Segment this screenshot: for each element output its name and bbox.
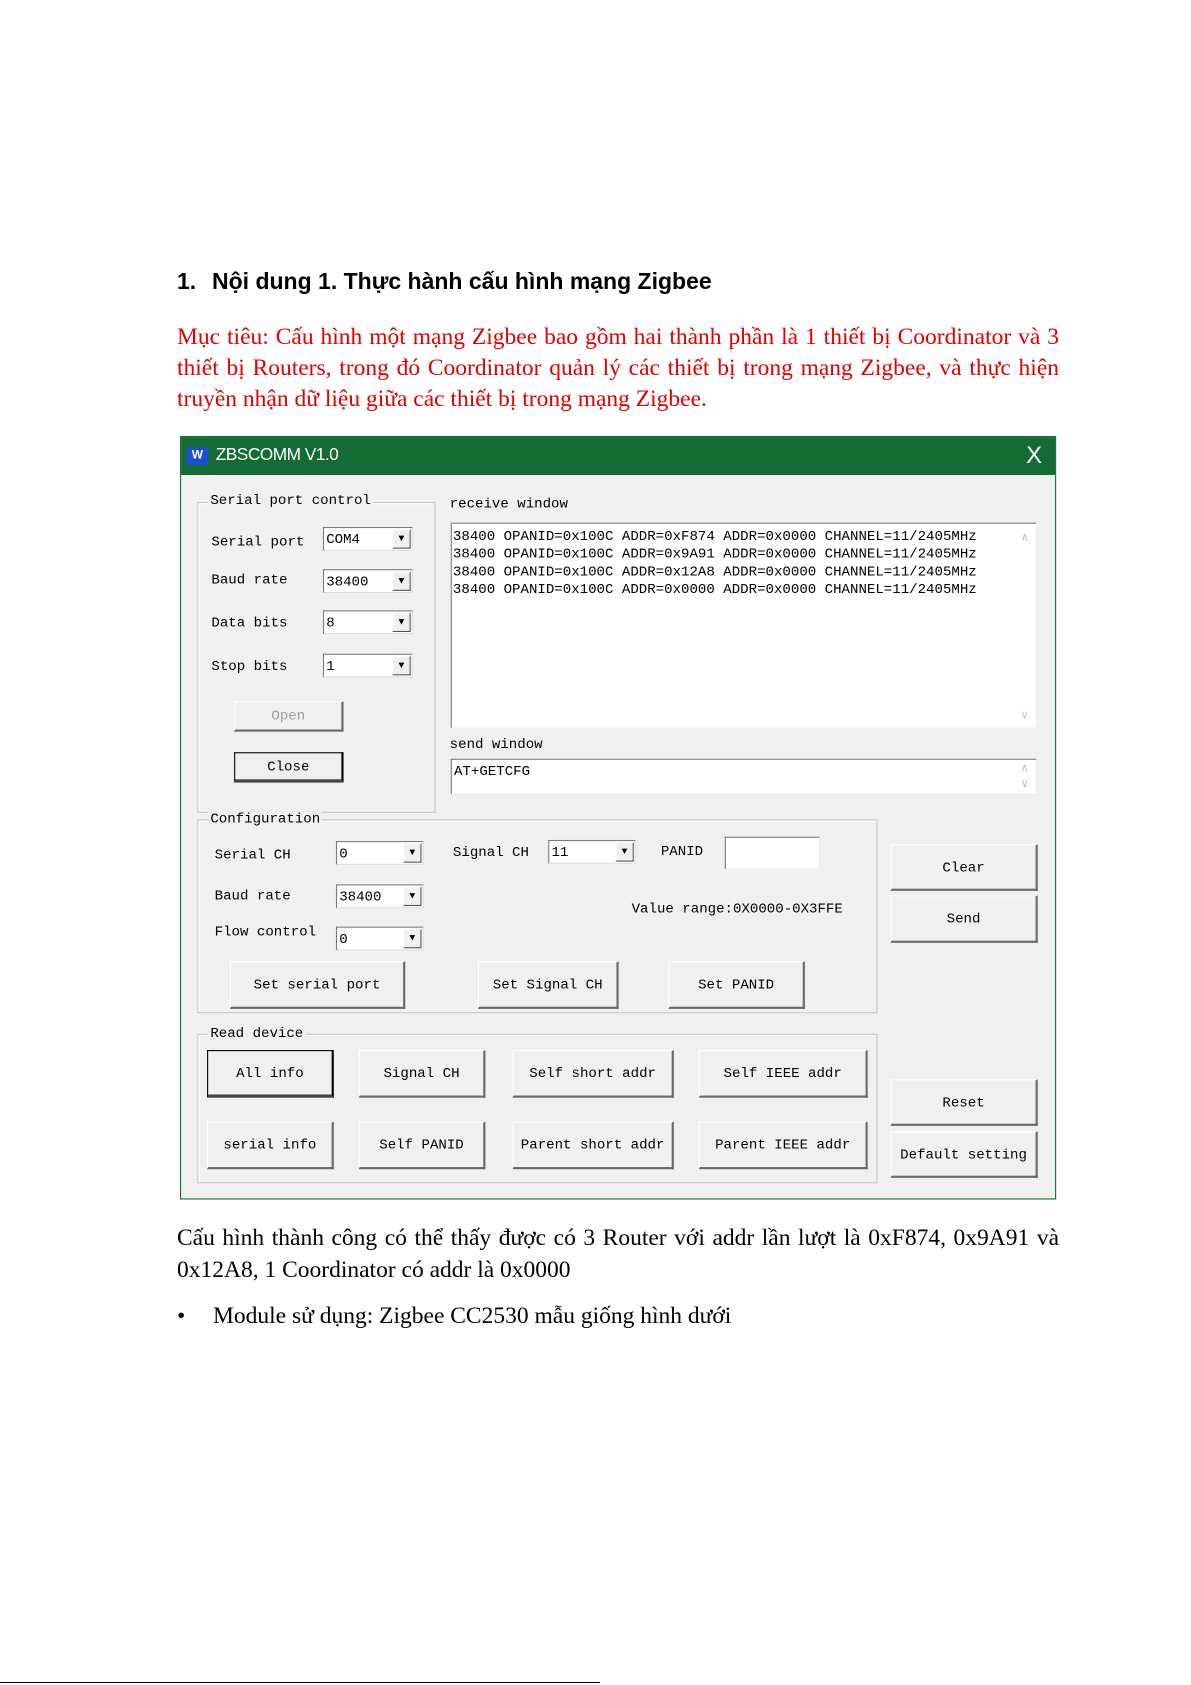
baud-rate-value: 38400 xyxy=(326,573,369,590)
footer-divider xyxy=(0,1682,600,1683)
baud-rate-select[interactable] xyxy=(323,569,413,593)
chevron-down-icon[interactable]: ▼ xyxy=(392,529,410,548)
serial-info-button[interactable]: serial info xyxy=(207,1122,334,1170)
chevron-down-icon[interactable]: ▼ xyxy=(392,571,410,590)
serial-port-select[interactable] xyxy=(323,527,413,551)
chevron-down-icon[interactable]: ▼ xyxy=(615,842,633,861)
receive-line: 38400 OPANID=0x100C ADDR=0x0000 ADDR=0x0000 CHANNEL=11/2405MHz xyxy=(452,581,977,598)
receive-window-textarea[interactable] xyxy=(451,523,1037,729)
reset-button[interactable]: Reset xyxy=(890,1079,1037,1126)
data-bits-label: Data bits xyxy=(211,614,288,631)
chevron-down-icon[interactable]: ▼ xyxy=(403,929,421,948)
self-panid-button[interactable]: Self PANID xyxy=(359,1122,486,1170)
send-window-input[interactable] xyxy=(451,759,1037,795)
receive-lines xyxy=(453,528,977,599)
data-bits-select[interactable] xyxy=(323,610,413,634)
heading-number: 1. xyxy=(177,268,197,294)
chevron-down-icon[interactable]: ▼ xyxy=(403,843,421,862)
serial-port-control-legend: Serial port control xyxy=(208,493,373,508)
serial-port-label: Serial port xyxy=(211,533,305,550)
bullet-text: Module sử dụng: Zigbee CC2530 mẫu giống hình dưới xyxy=(213,1303,732,1329)
title-bar xyxy=(181,437,1055,475)
scroll-down-icon[interactable]: ∨ xyxy=(1021,778,1029,792)
heading-text: Nội dung 1. Thực hành cấu hình mạng Zigbee xyxy=(212,268,712,294)
flow-control-label: Flow control xyxy=(214,923,317,940)
stop-bits-label: Stop bits xyxy=(211,658,288,675)
set-serial-port-button[interactable]: Set serial port xyxy=(230,961,405,1009)
config-baud-rate-select[interactable] xyxy=(336,884,424,908)
baud-rate-label: Baud rate xyxy=(211,571,288,588)
set-panid-button[interactable]: Set PANID xyxy=(668,961,804,1009)
clear-button[interactable]: Clear xyxy=(890,844,1037,891)
chevron-down-icon[interactable]: ▼ xyxy=(392,656,410,675)
read-device-legend: Read device xyxy=(208,1026,305,1041)
config-baud-rate-value: 38400 xyxy=(339,888,382,905)
scroll-up-icon[interactable]: ∧ xyxy=(1021,763,1029,777)
serial-ch-value: 0 xyxy=(339,845,348,862)
open-button[interactable]: Open xyxy=(234,701,343,731)
signal-ch-button[interactable]: Signal CH xyxy=(359,1050,486,1098)
all-info-button[interactable]: All info xyxy=(207,1050,334,1098)
close-port-button[interactable]: Close xyxy=(234,752,343,782)
send-button[interactable]: Send xyxy=(890,895,1037,943)
serial-ch-select[interactable] xyxy=(336,841,424,865)
chevron-down-icon[interactable]: ▼ xyxy=(392,613,410,632)
panid-input[interactable] xyxy=(725,837,820,869)
parent-short-addr-button[interactable]: Parent short addr xyxy=(512,1122,673,1170)
parent-ieee-addr-button[interactable]: Parent IEEE addr xyxy=(699,1122,868,1170)
zbscomm-window-screenshot xyxy=(180,436,1056,1200)
default-setting-button[interactable]: Default setting xyxy=(890,1131,1037,1178)
flow-control-select[interactable] xyxy=(336,927,424,951)
signal-ch-label: Signal CH xyxy=(452,844,529,861)
self-ieee-addr-button[interactable]: Self IEEE addr xyxy=(699,1050,868,1098)
receive-line: 38400 OPANID=0x100C ADDR=0x12A8 ADDR=0x0000 CHANNEL=11/2405MHz xyxy=(452,563,977,580)
result-caption: Cấu hình thành công có thể thấy được có 3 Router với addr lần lượt là 0xF874, 0x9A91 và 0x12A8, 1 Coordinator có addr là 0x0000 xyxy=(177,1225,1059,1283)
set-signal-ch-button[interactable]: Set Signal CH xyxy=(478,961,619,1009)
receive-line: 38400 OPANID=0x100C ADDR=0xF874 ADDR=0x0000 CHANNEL=11/2405MHz xyxy=(452,528,977,545)
serial-ch-label: Serial CH xyxy=(214,846,291,863)
window-title: ZBSCOMM V1.0 xyxy=(215,445,339,465)
objective-paragraph: Mục tiêu: Cấu hình một mạng Zigbee bao gồm hai thành phần là 1 thiết bị Coordinator và 3 thiết bị Routers, trong đó Coordinator quản lý các thiết bị trong mạng Zigbee, và thực hiện truyền nhận dữ liệu giữa các thiết bị trong mạng Zigbee. xyxy=(177,324,1059,412)
config-baud-rate-label: Baud rate xyxy=(214,887,291,904)
signal-ch-select[interactable] xyxy=(548,840,636,864)
app-logo-icon: W xyxy=(186,447,208,465)
value-range-text: Value range:0X0000-0X3FFE xyxy=(631,900,843,917)
send-window-label: send window xyxy=(449,735,543,753)
receive-window-label: receive window xyxy=(449,495,568,512)
scroll-up-icon[interactable]: ∧ xyxy=(1021,532,1029,546)
send-window-value: AT+GETCFG xyxy=(453,763,531,780)
section-heading xyxy=(177,268,712,295)
configuration-legend: Configuration xyxy=(208,812,322,827)
bullet-icon: • xyxy=(177,1303,186,1329)
scroll-down-icon[interactable]: ∨ xyxy=(1021,709,1029,723)
close-icon[interactable]: X xyxy=(1026,441,1043,469)
data-bits-value: 8 xyxy=(326,614,335,631)
signal-ch-value: 11 xyxy=(551,844,569,861)
stop-bits-select[interactable] xyxy=(323,654,413,678)
stop-bits-value: 1 xyxy=(326,658,335,675)
bullet-item xyxy=(177,1303,731,1330)
serial-port-value: COM4 xyxy=(326,531,361,548)
self-short-addr-button[interactable]: Self short addr xyxy=(512,1050,673,1098)
panid-label: PANID xyxy=(660,843,704,860)
flow-control-value: 0 xyxy=(339,930,348,948)
chevron-down-icon[interactable]: ▼ xyxy=(403,887,421,906)
receive-line: 38400 OPANID=0x100C ADDR=0x9A91 ADDR=0x0000 CHANNEL=11/2405MHz xyxy=(452,545,977,562)
